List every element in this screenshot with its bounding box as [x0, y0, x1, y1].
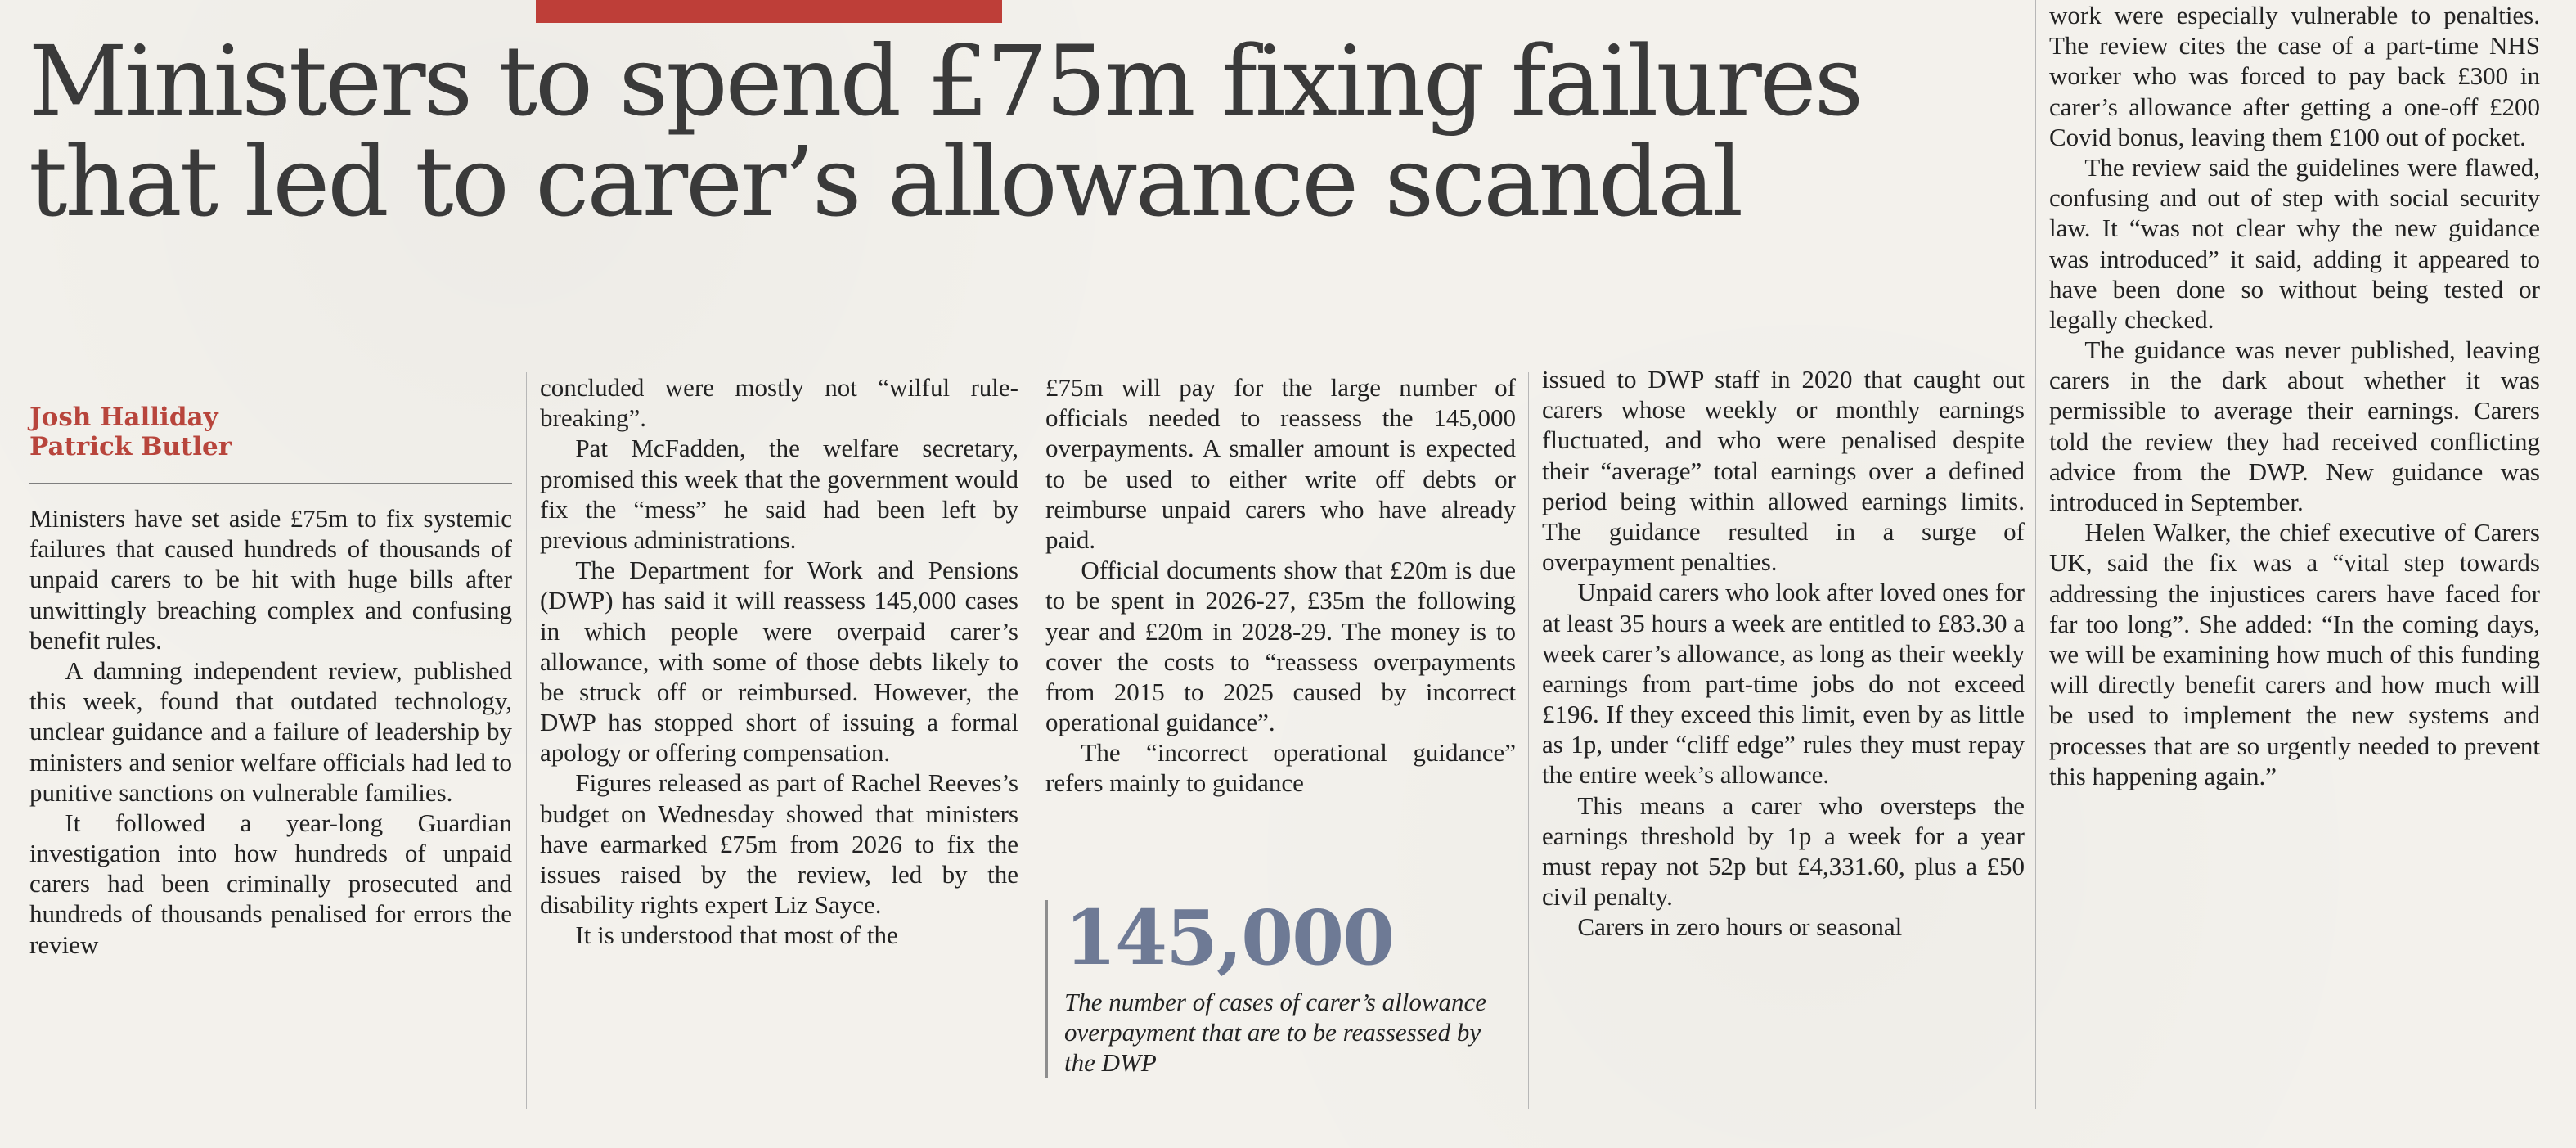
- byline-divider: [29, 483, 512, 484]
- headline-line-2: that led to carer’s allowance scandal: [29, 124, 1742, 238]
- paragraph: Official documents show that £20m is due to be spent in 2026-27, £35m the following year and £20m in 2028-29. The money is to cover the costs to “reassess overpayments from 2015 to 2025 caused by incorrect operational guidance”.: [1045, 556, 1516, 737]
- paragraph: It followed a year-long Guardian investigation into how hundreds of unpaid carers had been criminally prosecuted and hundreds of thousands penalised for errors the review: [29, 808, 512, 959]
- headline: [29, 25, 2008, 238]
- byline: [29, 403, 512, 461]
- paragraph: A damning independent review, published this week, found that outdated technology, unclear guidance and a failure of leadership by ministers and senior welfare officials had led to punitive sanctions on vulnerable families.: [29, 655, 512, 807]
- paragraph: Unpaid carers who look after loved ones for at least 35 hours a week are entitled to £83.30 a week carer’s allowance, as long as their weekly earnings from part-time jobs do not exceed £196. If they exceed this limit, even by as little as 1p, under “cliff edge” rules they must repay the entire week’s allowance.: [1542, 578, 2025, 790]
- paragraph: Pat McFadden, the welfare secretary, promised this week that the government would fix the “mess” he said had been left by previous administrations.: [540, 434, 1018, 554]
- article-column-4: [1542, 364, 2025, 943]
- byline-author-1: Josh Halliday: [29, 403, 218, 432]
- paragraph: The guidance was never published, leaving carers in the dark about whether it was permissible to average their earnings. Carers told the review they had received conflicting advice from the DWP. New guidance was introduced in September.: [2049, 335, 2540, 516]
- article-column-3: [1045, 372, 1516, 799]
- paragraph: £75m will pay for the large number of officials needed to reassess the 145,000 overpayments. A smaller amount is expected to be used to either write off debts or reimburse unpaid carers who have already paid.: [1045, 373, 1516, 554]
- pull-quote: [1045, 894, 1516, 1078]
- column-divider: [1528, 372, 1529, 1109]
- pull-quote-caption: The number of cases of carer’s allowance overpayment that are to be reassessed by the DWP: [1064, 988, 1487, 1078]
- pull-quote-number: 145,000: [1064, 894, 1394, 982]
- paragraph: The “incorrect operational guidance” refers mainly to guidance: [1045, 738, 1516, 798]
- paragraph: issued to DWP staff in 2020 that caught out carers whose weekly or monthly earnings fluctuated, and who were penalised despite their “average” total earnings over a defined period being within allowed earnings limits. The guidance resulted in a surge of overpayment penalties.: [1542, 365, 2025, 577]
- article-column-5: [2049, 0, 2540, 791]
- column-divider: [526, 372, 527, 1109]
- column-divider: [2035, 0, 2036, 1109]
- paragraph: The review said the guidelines were flawed, confusing and out of step with social security law. It “was not clear why the new guidance was introduced” it said, adding it appeared to have been done so without being tested or legally checked.: [2049, 152, 2540, 334]
- article-column-2: [540, 372, 1018, 951]
- paragraph: work were especially vulnerable to penalties. The review cites the case of a part-time NHS worker who was forced to pay back £300 in carer’s allowance after getting a one-off £200 Covid bonus, leaving them £100 out of pocket.: [2049, 1, 2540, 151]
- paragraph: Ministers have set aside £75m to fix systemic failures that caused hundreds of thousands of unpaid carers to be hit with huge bills after unwittingly breaching complex and confusing benefit rules.: [29, 504, 512, 655]
- headline-line-1: Ministers to spend £75m fixing failures: [29, 25, 1862, 137]
- byline-author-2: Patrick Butler: [29, 431, 232, 461]
- paragraph: Carers in zero hours or seasonal: [1577, 912, 1903, 942]
- paragraph: Figures released as part of Rachel Reeves’s budget on Wednesday showed that ministers have earmarked £75m from 2026 to fix the issues raised by the review, led by the disability rights expert Liz Sayce.: [540, 768, 1018, 920]
- paragraph: concluded were mostly not “wilful rule-breaking”.: [540, 373, 1018, 433]
- paragraph: The Department for Work and Pensions (DWP) has said it will reassess 145,000 cases in which people were overpaid carer’s allowance, with some of those debts likely to be struck off or reimbursed. However, the DWP has stopped short of issuing a formal apology or offering compensation.: [540, 556, 1018, 768]
- paragraph: Helen Walker, the chief executive of Carers UK, said the fix was a “vital step towards addressing the injustices carers have faced for far too long”. She added: “In the coming days, we will be examining how much of this funding will directly benefit carers and how much will be used to implement the new systems and processes that are so urgently needed to prevent this happening again.”: [2049, 518, 2540, 790]
- section-color-bar: [536, 0, 1002, 23]
- article-column-1: [29, 503, 512, 960]
- paragraph: This means a carer who oversteps the earnings threshold by 1p a week for a year must repay not 52p but £4,331.60, plus a £50 civil penalty.: [1542, 790, 2025, 912]
- paragraph: It is understood that most of the: [575, 921, 898, 950]
